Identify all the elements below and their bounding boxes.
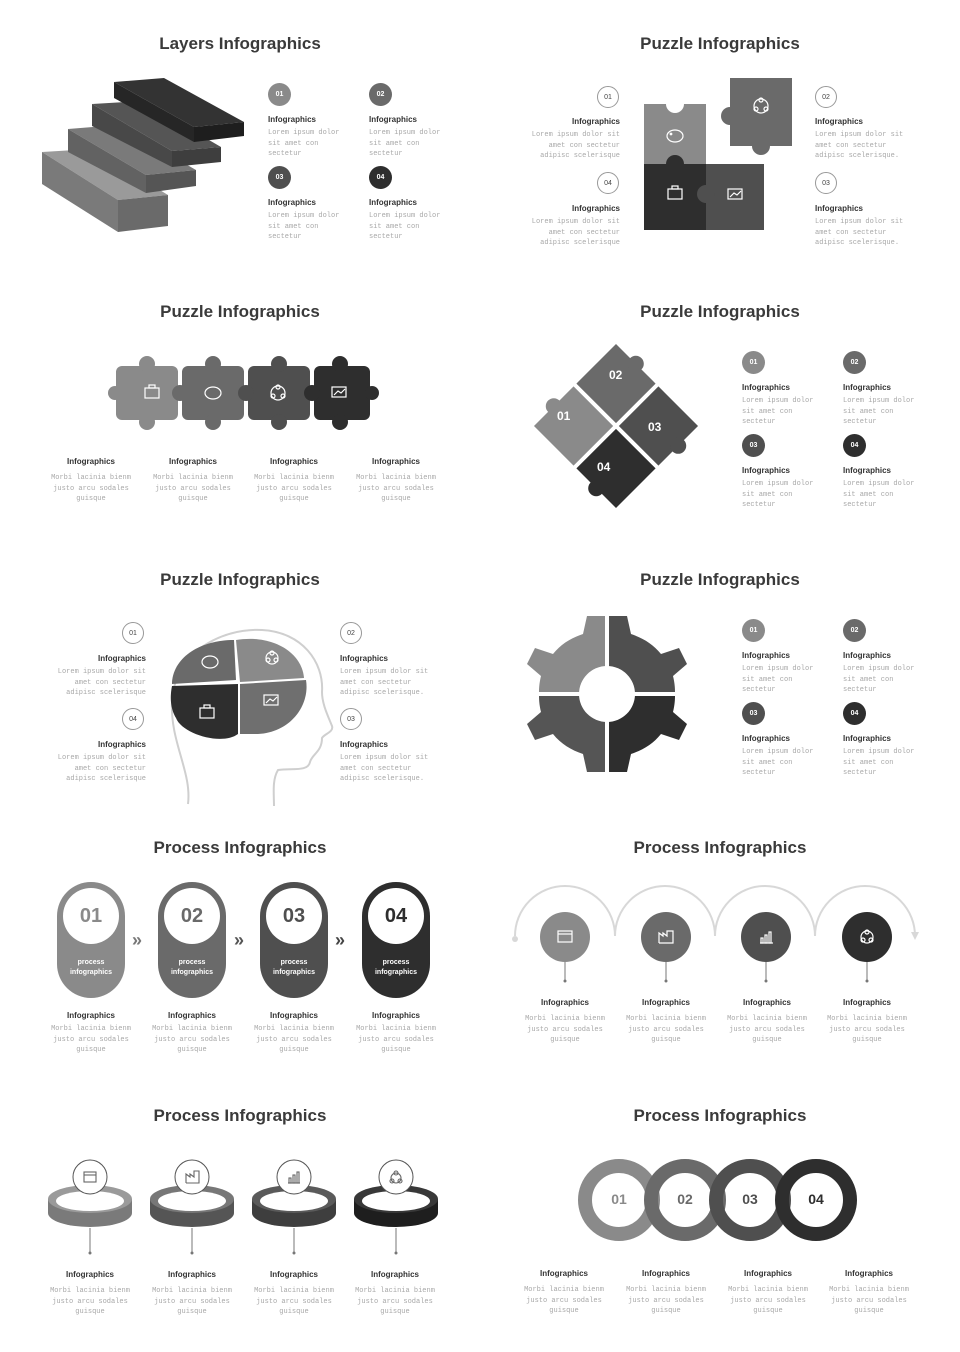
item-label: Infographics [815, 204, 864, 213]
panel-process-rings [0, 1072, 480, 1340]
puzzle-squares-graphic [640, 76, 810, 236]
item-label: Infographics [370, 1270, 419, 1279]
badge-02: 02 [843, 619, 866, 642]
item-text: Morbi lacinia bienm justo arcu sodales guisque [356, 474, 436, 503]
chevron-right-icon: » [335, 930, 346, 950]
pill-caption: process infographics [272, 959, 315, 976]
panel-title: Puzzle Infographics [640, 302, 800, 321]
item-text: Morbi lacinia bienm justo arcu sodales guisque [728, 1286, 808, 1315]
item-text: Lorem ipsum dolor sit amet con sectetur adipisc scelerisque. [340, 668, 429, 697]
item-label: Infographics [340, 654, 389, 663]
badge-03: 03 [815, 172, 837, 194]
item-text: Morbi lacinia bienm justo arcu sodales guisque [51, 474, 131, 503]
item-text: Morbi lacinia bienm justo arcu sodales guisque [827, 1015, 907, 1044]
item-label: Infographics [371, 1011, 420, 1020]
item-text: Lorem ipsum dolor sit amet con sectetur [843, 665, 915, 694]
item-label: Infographics [641, 998, 690, 1007]
item-label: Infographics [369, 115, 418, 124]
item-text: Morbi lacinia bienm justo arcu sodales guisque [829, 1286, 909, 1315]
item-text: Lorem ipsum dolor sit amet con sectetur adipisc scelerisque [57, 754, 146, 783]
item-label: Infographics [742, 998, 791, 1007]
item-text: Lorem ipsum dolor sit amet con sectetur adipisc scelerisque. [815, 131, 904, 160]
item-text: Lorem ipsum dolor sit amet con sectetur adipisc scelerisque [531, 218, 620, 247]
badge-01: 01 [597, 86, 619, 108]
item-label: Infographics [97, 654, 146, 663]
badge-04: 04 [597, 172, 619, 194]
item-label: Infographics [167, 1270, 216, 1279]
item-label: Infographics [269, 1011, 318, 1020]
item-label: Infographics [843, 383, 892, 392]
item-text: Lorem ipsum dolor sit amet con sectetur [742, 480, 814, 509]
item-label: Infographics [743, 1269, 792, 1278]
panel-title: Puzzle Infographics [160, 302, 320, 321]
item-text: Lorem ipsum dolor sit amet con sectetur [742, 665, 814, 694]
item-label: Infographics [369, 198, 418, 207]
item-label: Infographics [540, 998, 589, 1007]
pill-number-circle: 04 [368, 888, 424, 944]
item-text: Lorem ipsum dolor sit amet con sectetur [742, 748, 814, 777]
badge-01: 01 [268, 83, 291, 106]
panel-title: Puzzle Infographics [640, 570, 800, 589]
item-text: Morbi lacinia bienm justo arcu sodales guisque [524, 1286, 604, 1315]
item-text: Morbi lacinia bienm justo arcu sodales guisque [626, 1015, 706, 1044]
item-label: Infographics [843, 734, 892, 743]
item-text: Lorem ipsum dolor sit amet con sectetur [843, 480, 915, 509]
item-text: Lorem ipsum dolor sit amet con sectetur [268, 129, 340, 158]
item-label: Infographics [371, 457, 420, 466]
pill-caption: process infographics [374, 959, 417, 976]
panel-process-chain [480, 1072, 960, 1340]
badge-03: 03 [742, 434, 765, 457]
piece-label-04: 04 [597, 460, 611, 474]
item-label: Infographics [340, 740, 389, 749]
item-label: Infographics [815, 117, 864, 126]
pill-number-circle: 01 [63, 888, 119, 944]
item-text: Morbi lacinia bienm justo arcu sodales guisque [153, 474, 233, 503]
badge-04: 04 [843, 702, 866, 725]
puzzle-piece-1 [108, 356, 178, 430]
item-label: Infographics [843, 466, 892, 475]
panel-process-arcs [480, 804, 960, 1072]
item-text: Lorem ipsum dolor sit amet con sectetur [268, 212, 340, 241]
item-text: Morbi lacinia bienm justo arcu sodales guisque [254, 474, 334, 503]
item-text: Morbi lacinia bienm justo arcu sodales guisque [152, 1025, 232, 1054]
item-text: Morbi lacinia bienm justo arcu sodales guisque [51, 1025, 131, 1054]
process-arcs-graphic [510, 884, 930, 994]
pill-number-circle: 03 [266, 888, 322, 944]
chevron-right-icon: » [132, 930, 143, 950]
item-label: Infographics [168, 457, 217, 466]
item-label: Infographics [571, 204, 620, 213]
pill-caption: process infographics [170, 959, 213, 976]
badge-01: 01 [742, 619, 765, 642]
item-text: Morbi lacinia bienm justo arcu sodales guisque [254, 1025, 334, 1054]
puzzle-diamond-graphic [518, 330, 718, 520]
item-text: Morbi lacinia bienm justo arcu sodales guisque [727, 1015, 807, 1044]
item-text: Lorem ipsum dolor sit amet con sectetur adipisc scelerisque. [815, 218, 904, 247]
item-label: Infographics [843, 651, 892, 660]
badge-01: 01 [742, 351, 765, 374]
puzzle-piece-2 [172, 356, 244, 430]
badge-02: 02 [843, 351, 866, 374]
item-label: Infographics [842, 998, 891, 1007]
item-text: Morbi lacinia bienm justo arcu sodales guisque [254, 1287, 334, 1316]
item-text: Morbi lacinia bienm justo arcu sodales guisque [356, 1025, 436, 1054]
pill-caption: process infographics [69, 959, 112, 976]
item-label: Infographics [742, 466, 791, 475]
layers-stairs-graphic [36, 72, 276, 252]
badge-02: 02 [340, 622, 362, 644]
item-label: Infographics [66, 457, 115, 466]
item-label: Infographics [269, 457, 318, 466]
item-text: Morbi lacinia bienm justo arcu sodales guisque [525, 1015, 605, 1044]
item-text: Morbi lacinia bienm justo arcu sodales guisque [50, 1287, 130, 1316]
badge-01: 01 [122, 622, 144, 644]
item-text: Lorem ipsum dolor sit amet con sectetur adipisc scelerisque [531, 131, 620, 160]
badge-03: 03 [742, 702, 765, 725]
puzzle-row-graphic [108, 352, 378, 442]
item-label: Infographics [571, 117, 620, 126]
panel-title: Process Infographics [153, 1106, 327, 1125]
item-label: Infographics [167, 1011, 216, 1020]
item-label: Infographics [844, 1269, 893, 1278]
item-text: Morbi lacinia bienm justo arcu sodales guisque [626, 1286, 706, 1315]
item-text: Lorem ipsum dolor sit amet con sectetur [843, 748, 915, 777]
item-text: Lorem ipsum dolor sit amet con sectetur [369, 129, 441, 158]
panel-title: Process Infographics [633, 1106, 807, 1125]
ring-label-02: 02 [677, 1191, 693, 1207]
panel-layers [0, 0, 480, 268]
piece-label-01: 01 [557, 409, 571, 423]
gear-puzzle-graphic [524, 610, 694, 780]
head-brain-graphic [162, 622, 332, 812]
item-text: Lorem ipsum dolor sit amet con sectetur [369, 212, 441, 241]
item-text: Lorem ipsum dolor sit amet con sectetur adipisc scelerisque. [340, 754, 429, 783]
panel-brain-puzzle [0, 536, 480, 804]
panel-puzzle-diamond [480, 268, 960, 536]
item-label: Infographics [269, 1270, 318, 1279]
chevron-right-icon: » [234, 930, 245, 950]
piece-label-02: 02 [609, 368, 623, 382]
badge-04: 04 [843, 434, 866, 457]
ring-label-04: 04 [808, 1191, 824, 1207]
item-label: Infographics [268, 198, 317, 207]
badge-04: 04 [369, 166, 392, 189]
panel-gear-puzzle [480, 536, 960, 804]
panel-process-pills [0, 804, 480, 1072]
process-pill-03 [260, 882, 328, 998]
item-label: Infographics [742, 651, 791, 660]
item-text: Lorem ipsum dolor sit amet con sectetur adipisc scelerisque [57, 668, 146, 697]
item-label: Infographics [97, 740, 146, 749]
panel-title: Puzzle Infographics [640, 34, 800, 53]
process-rings-graphic [40, 1158, 460, 1268]
process-pill-01 [57, 882, 125, 998]
ring-label-03: 03 [742, 1191, 758, 1207]
badge-02: 02 [369, 83, 392, 106]
item-label: Infographics [641, 1269, 690, 1278]
panel-title: Puzzle Infographics [160, 570, 320, 589]
item-text: Lorem ipsum dolor sit amet con sectetur [843, 397, 915, 426]
pill-number-circle: 02 [164, 888, 220, 944]
item-label: Infographics [742, 383, 791, 392]
item-text: Morbi lacinia bienm justo arcu sodales guisque [355, 1287, 435, 1316]
panel-title: Process Infographics [633, 838, 807, 857]
item-label: Infographics [539, 1269, 588, 1278]
item-label: Infographics [66, 1011, 115, 1020]
badge-02: 02 [815, 86, 837, 108]
badge-03: 03 [340, 708, 362, 730]
panel-title: Layers Infographics [159, 34, 321, 53]
panel-title: Process Infographics [153, 838, 327, 857]
piece-label-03: 03 [648, 420, 662, 434]
process-pill-04 [362, 882, 430, 998]
item-label: Infographics [742, 734, 791, 743]
puzzle-piece-3 [238, 356, 310, 430]
item-label: Infographics [65, 1270, 114, 1279]
panel-puzzle-row [0, 268, 480, 536]
item-label: Infographics [268, 115, 317, 124]
badge-04: 04 [122, 708, 144, 730]
item-text: Lorem ipsum dolor sit amet con sectetur [742, 397, 814, 426]
item-text: Morbi lacinia bienm justo arcu sodales guisque [152, 1287, 232, 1316]
ring-label-01: 01 [611, 1191, 627, 1207]
process-pill-02 [158, 882, 226, 998]
badge-03: 03 [268, 166, 291, 189]
panel-puzzle-squares [480, 0, 960, 268]
